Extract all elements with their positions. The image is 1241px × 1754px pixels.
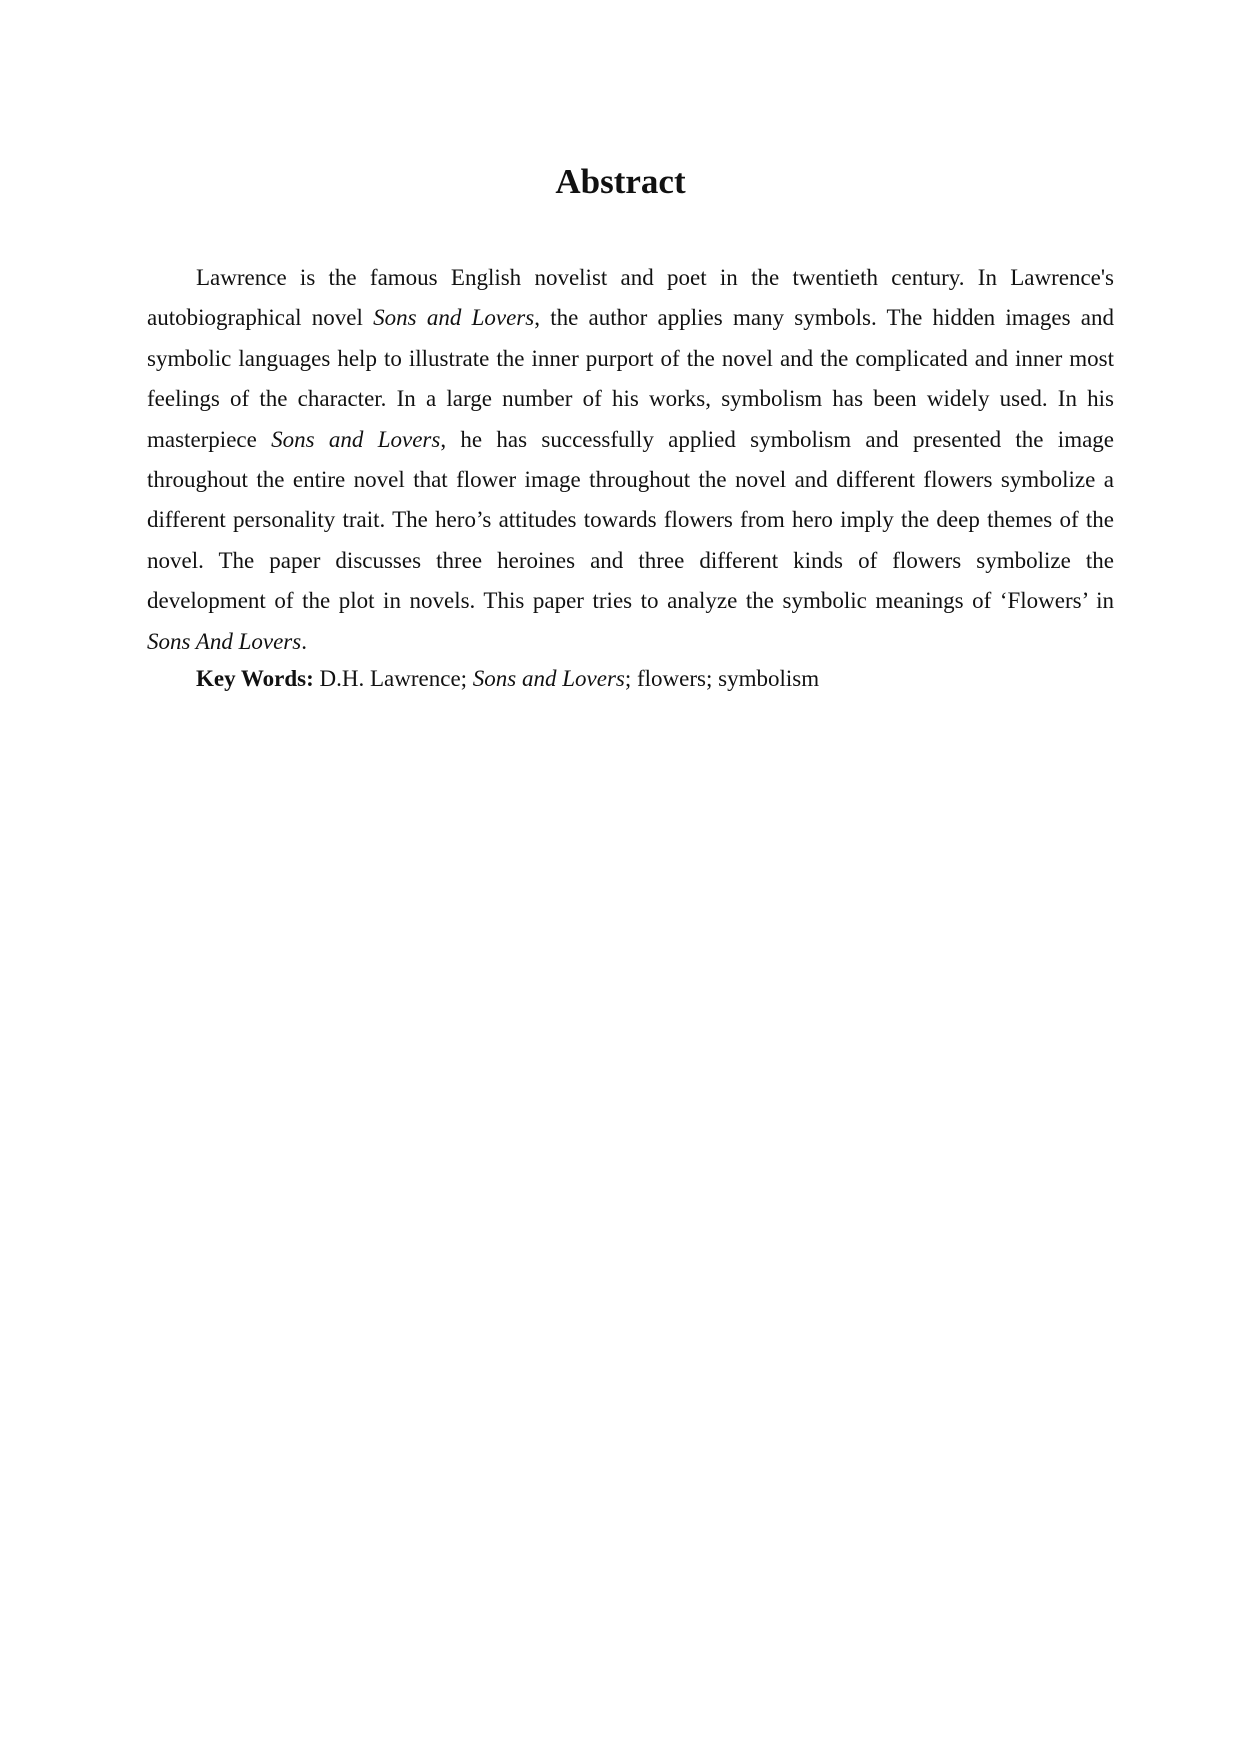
abstract-text-3: , he has successfully applied symbolism and presented the image throughout the entire novel that flower image throughout the novel and different flowers symbolize a different personality trait. The hero’s attitudes towards flowers from hero imply the deep themes of the novel. The paper discusses three heroines and three different kinds of flowers symbolize the development of the plot in novels. This paper tries to analyze the symbolic meanings of ‘Flowers’ in [147,426,1115,614]
keywords-line [147,659,1114,699]
keywords-text-2: ; flowers; symbolism [624,666,820,691]
book-title-italic: Sons And Lovers [147,628,302,654]
abstract-text-1: Lawrence is the famous English novelist and poet in the twentieth century. In Lawrence's autobiographical novel [147,265,1114,331]
page-title: Abstract [555,162,686,201]
book-title-italic: Sons and Lovers [373,305,535,331]
book-title-italic: Sons and Lovers [271,426,441,452]
abstract-text-2: , the author applies many symbols. The hidden images and symbolic languages help to illustrate the inner purport of the novel and the complicated and inner most feelings of the character. In a large number of his works, symbolism has been widely used. In his masterpiece [147,305,1115,452]
keywords-text-1: D.H. Lawrence; [313,666,473,691]
keywords-italic: Sons and Lovers [472,666,625,691]
keywords-label: Key Words: [196,666,314,691]
abstract-text-4: . [301,628,307,654]
abstract-paragraph [147,258,1114,662]
